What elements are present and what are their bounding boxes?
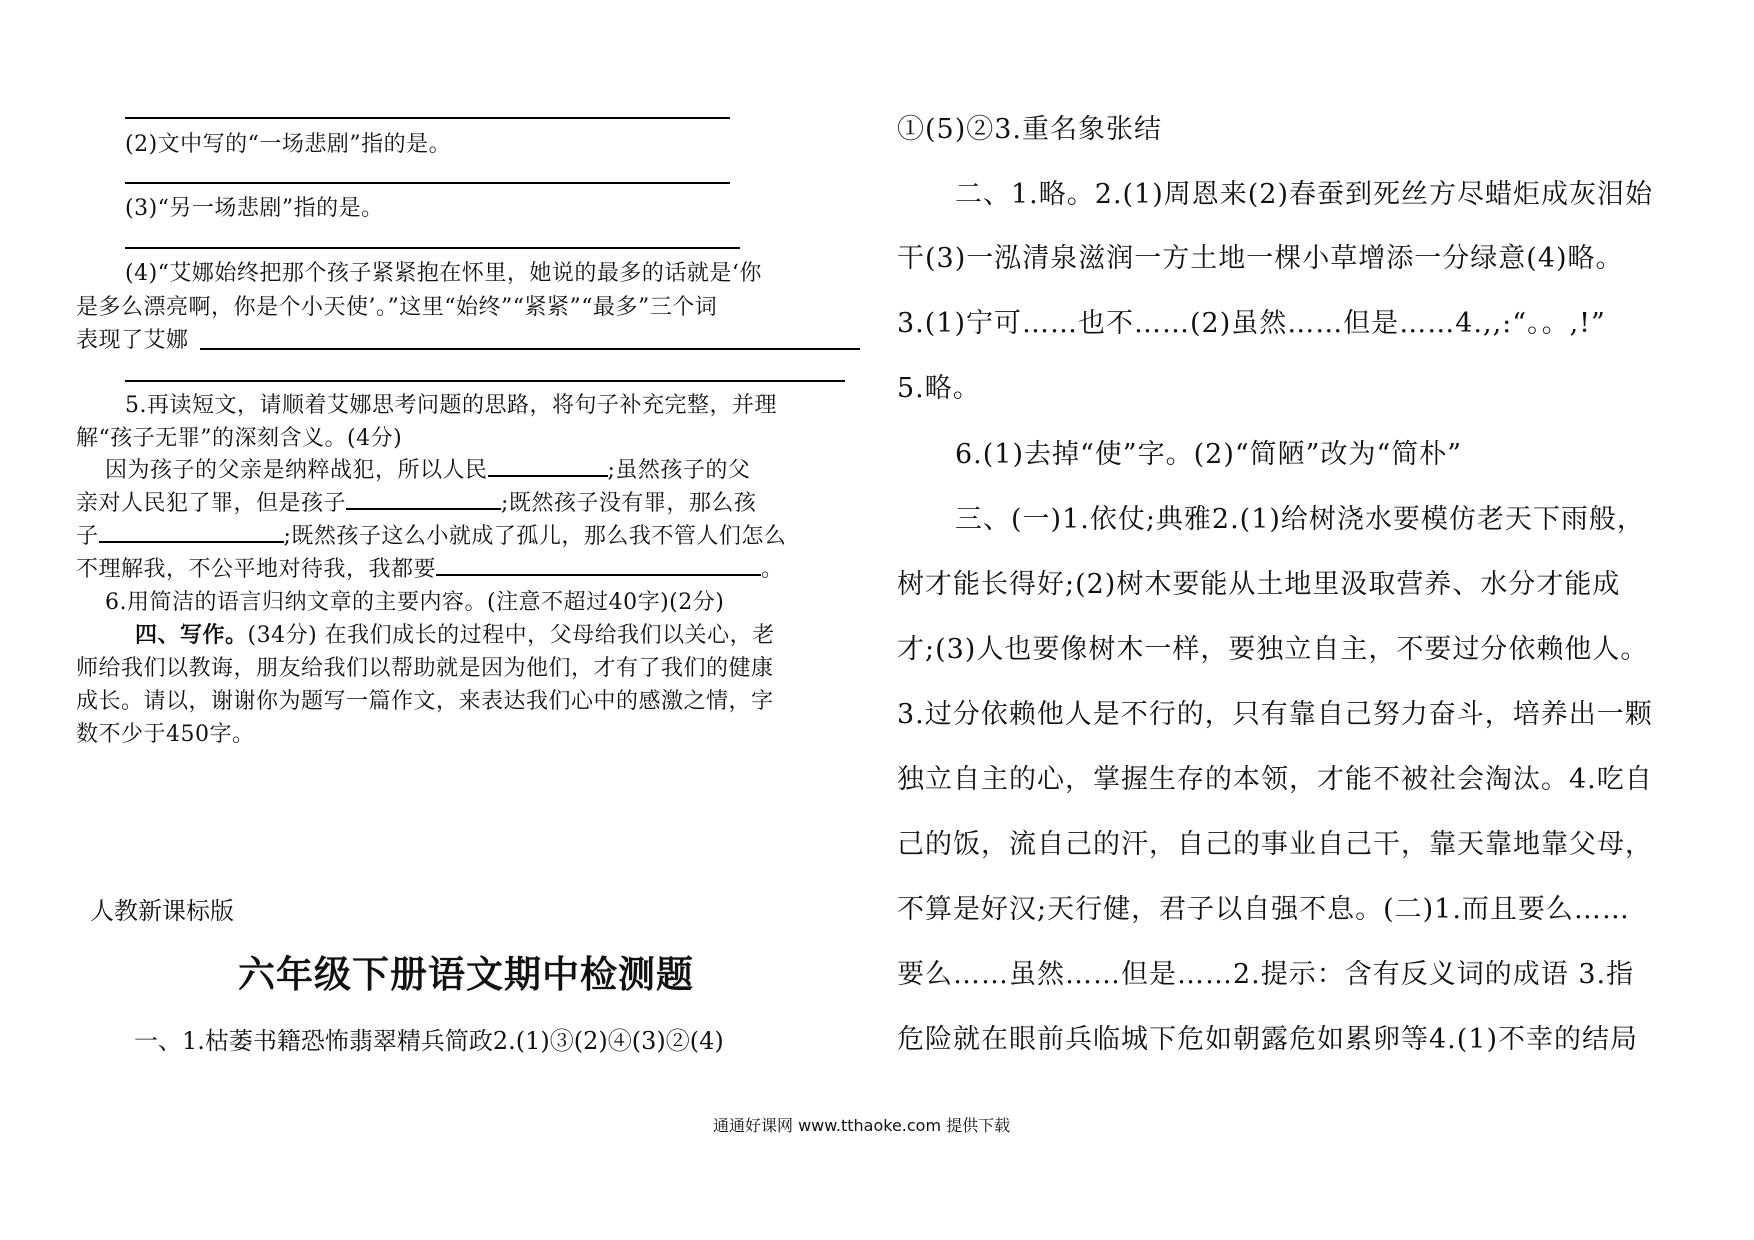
edition-label: 人教新课标版 xyxy=(90,897,234,925)
answer-key-line: 5.略。 xyxy=(897,373,981,404)
answer-key-line: ①(5)②3.重名象张结 xyxy=(897,114,1163,145)
question-5-line-4 xyxy=(76,486,756,517)
question-4-line-1: (4)“艾娜始终把那个孩子紧紧抱在怀里，她说的最多的话就是‘你 xyxy=(125,261,762,286)
text: 子 xyxy=(76,524,99,549)
answer-key-line: 6.(1)去掉“使”字。(2)“简陋”改为“简朴” xyxy=(955,439,1463,470)
question-5-line-6 xyxy=(76,552,784,583)
answer-key-line: 危险就在眼前兵临城下危如朝露危如累卵等4.(1)不幸的结局 xyxy=(897,1024,1639,1055)
answer-line xyxy=(125,117,730,119)
question-5-line-2: 解“孩子无罪”的深刻含义。(4分) xyxy=(76,426,403,451)
writing-line-2: 师给我们以教诲，朋友给我们以帮助就是因为他们，才有了我们的健康 xyxy=(76,656,774,681)
answer-key-line: 3.(1)宁可……也不……(2)虽然……但是……4.,,:“。。,!” xyxy=(897,308,1606,339)
text: ;既然孩子这么小就成了孤儿，那么我不管人们怎么 xyxy=(283,524,787,549)
question-6-text: 6.用简洁的语言归纳文章的主要内容。(注意不超过40字)(2分) xyxy=(105,590,725,615)
question-2-text: (2)文中写的“一场悲剧”指的是。 xyxy=(125,132,452,157)
text: 因为孩子的父亲是纳粹战犯，所以人民 xyxy=(105,458,488,483)
answer-line xyxy=(200,348,860,350)
writing-line-3: 成长。请以，谢谢你为题写一篇作文，来表达我们心中的感激之情，字 xyxy=(76,689,774,714)
answer-key-line: 树才能长得好;(2)树木要能从土地里汲取营养、水分才能成 xyxy=(897,569,1621,600)
fill-blank xyxy=(99,540,284,543)
writing-line-1 xyxy=(135,618,775,649)
fill-blank xyxy=(346,507,501,510)
text: (34分) 在我们成长的过程中，父母给我们以关心，老 xyxy=(247,623,775,648)
question-3-text: (3)“另一场悲剧”指的是。 xyxy=(125,196,384,221)
answer-key-line: 要么……虽然……但是……2.提示：含有反义词的成语 3.指 xyxy=(897,959,1635,990)
answer-key-line: 三、(一)1.依仗;典雅2.(1)给树浇水要模仿老天下雨般， xyxy=(955,504,1645,535)
answer-key-line: 不算是好汉;天行健，君子以自强不息。(二)1.而且要么…… xyxy=(897,894,1630,925)
answer-line xyxy=(125,247,740,249)
fill-blank xyxy=(488,474,608,477)
question-4-line-3: 表现了艾娜 xyxy=(76,328,189,353)
page-title: 六年级下册语文期中检测题 xyxy=(238,953,694,996)
writing-line-4: 数不少于450字。 xyxy=(76,722,255,747)
text: 亲对人民犯了罪，但是孩子 xyxy=(76,491,347,516)
answer-key-line: 才;(3)人也要像树木一样，要独立自主，不要过分依赖他人。 xyxy=(897,634,1649,665)
answer-key-line: 干(3)一泓清泉滋润一方土地一棵小草增添一分绿意(4)略。 xyxy=(897,243,1624,274)
answer-key-line: 二、1.略。2.(1)周恩来(2)春蚕到死丝方尽蜡炬成灰泪始 xyxy=(955,179,1654,210)
answer-key-line: 己的饭，流自己的汗，自己的事业自己干，靠天靠地靠父母， xyxy=(897,829,1653,860)
answer-line xyxy=(125,380,845,382)
text: ;既然孩子没有罪，那么孩 xyxy=(501,491,757,516)
footer-credit: 通通好课网 www.tthaoke.com 提供下载 xyxy=(713,1116,1011,1135)
answer-key-line: 独立自主的心，掌握生存的本领，才能不被社会淘汰。4.吃自 xyxy=(897,764,1653,795)
question-5-line-5 xyxy=(76,519,786,550)
answer-key-line: 3.过分依赖他人是不行的，只有靠自己努力奋斗，培养出一颗 xyxy=(897,699,1653,730)
writing-heading: 四、写作。 xyxy=(135,622,248,648)
text: 。 xyxy=(761,557,784,582)
fill-blank xyxy=(436,573,761,576)
question-4-line-2: 是多么漂亮啊，你是个小天使’。”这里“始终”“紧紧”“最多”三个词 xyxy=(76,295,718,320)
answer-line xyxy=(125,182,730,184)
question-5-line-1: 5.再读短文，请顺着艾娜思考问题的思路，将句子补充完整，并理 xyxy=(125,393,777,418)
question-5-line-3 xyxy=(105,453,750,484)
answer-line-1: 一、1.枯萎书籍恐怖翡翠精兵简政2.(1)③(2)④(3)②(4) xyxy=(134,1027,724,1055)
text: 不理解我，不公平地对待我，我都要 xyxy=(76,557,437,582)
text: ;虽然孩子的父 xyxy=(607,458,751,483)
